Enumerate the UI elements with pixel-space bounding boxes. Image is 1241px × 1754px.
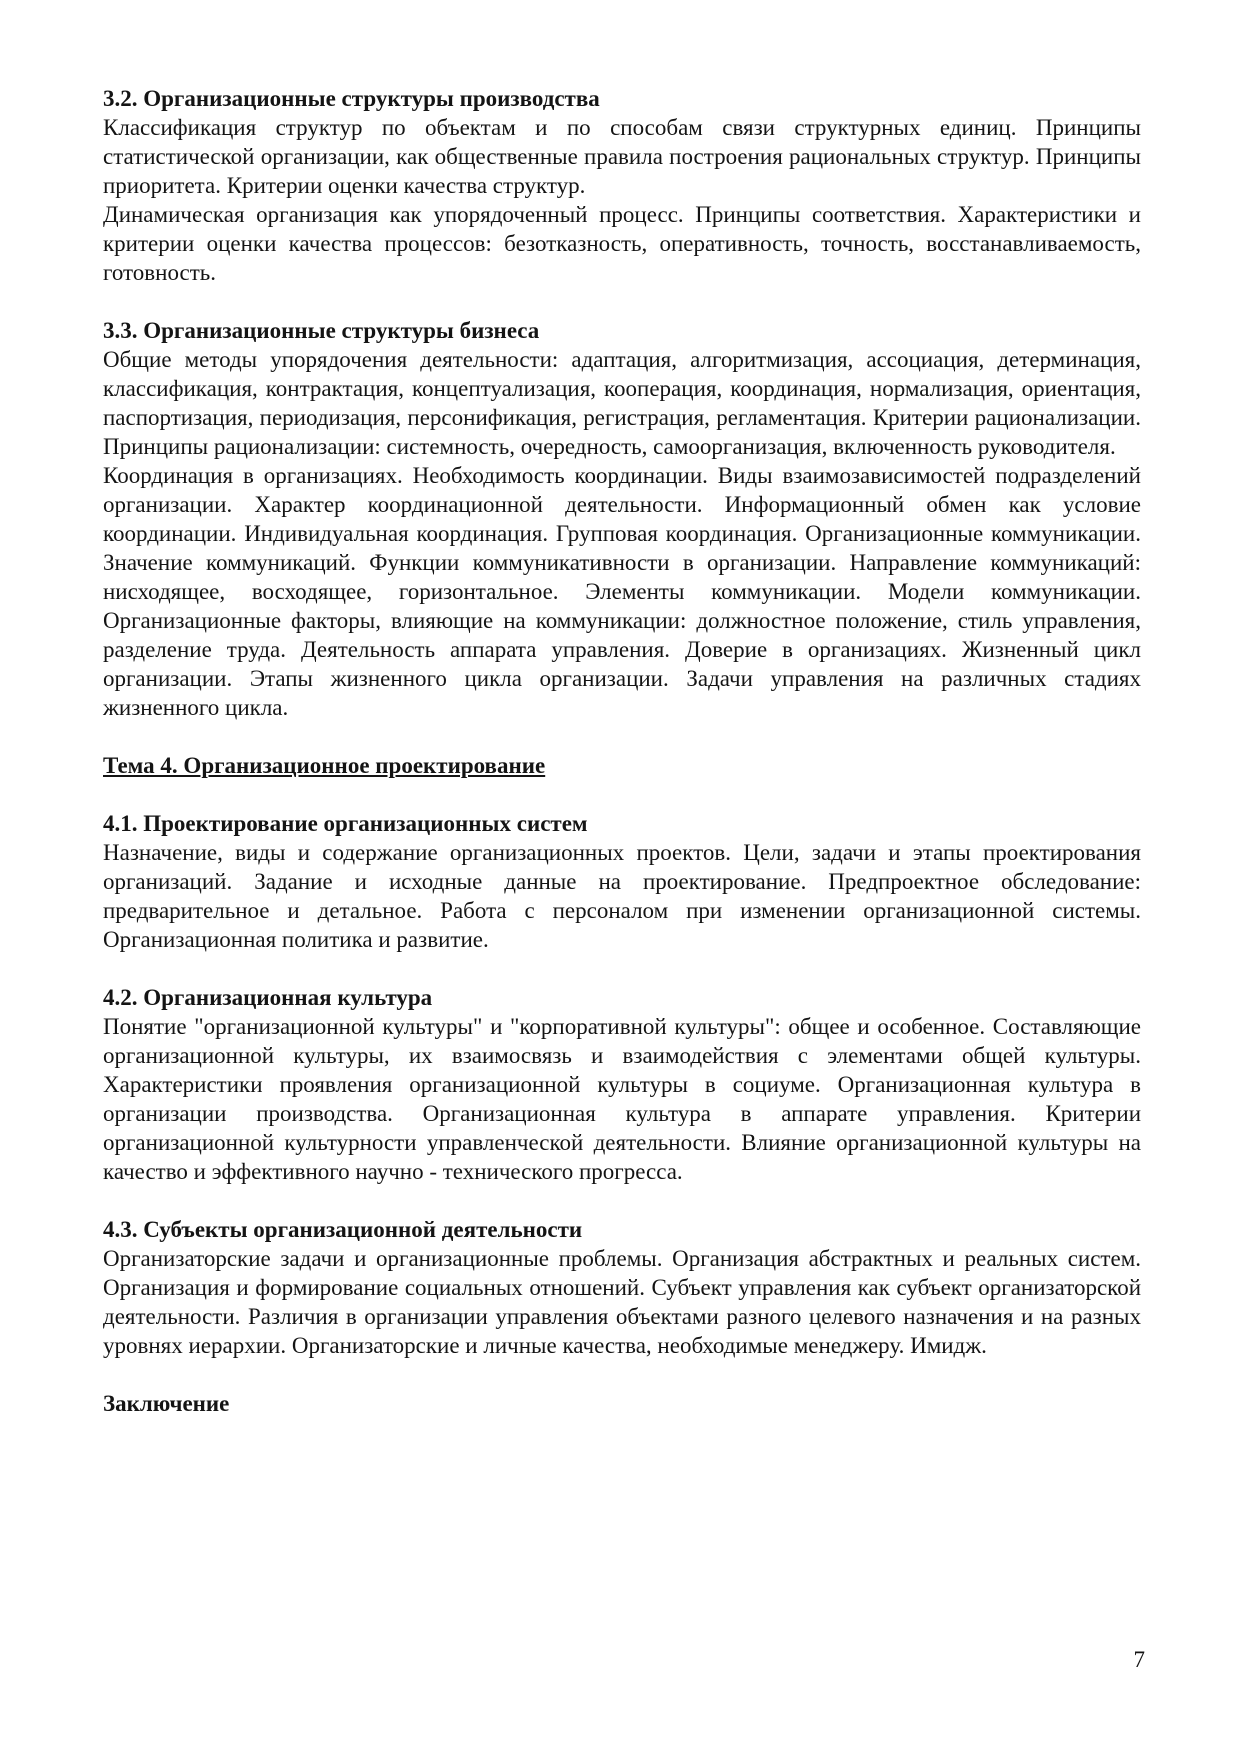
section-4-3: [103, 1215, 1141, 1360]
section-heading: 4.2. Организационная культура: [103, 985, 433, 1010]
section-4-2: [103, 983, 1141, 1186]
section-conclusion: [103, 1389, 1141, 1418]
section-heading: 4.1. Проектирование организационных систем: [103, 811, 588, 836]
page-number: 7: [1133, 1647, 1145, 1672]
paragraph: Классификация структур по объектам и по способам связи структурных единиц. Принципы статистической организации, как общественные правила построения рациональных структур. Принципы приоритета. Критерии оценки качества структур.: [103, 115, 1141, 198]
paragraph: Назначение, виды и содержание организационных проектов. Цели, задачи и этапы проектирования организаций. Задание и исходные данные на проектирование. Предпроектное обследование: предварительное и детальное. Работа с персоналом при изменении организационной системы. Организационная политика и развитие.: [103, 840, 1141, 952]
section-heading: 3.2. Организационные структуры производства: [103, 86, 600, 111]
section-heading: 3.3. Организационные структуры бизнеса: [103, 318, 540, 343]
paragraph: Общие методы упорядочения деятельности: адаптация, алгоритмизация, ассоциация, детерминация, классификация, контрактация, концептуализация, кооперация, координация, нормализация, ориентация, паспортизация, периодизация, персонификация, регистрация, регламентация. Критерии рационализации. Принципы рационализации: системность, очередность, самоорганизация, включенность руководителя.: [103, 347, 1141, 459]
section-3-3: [103, 316, 1141, 722]
conclusion-heading: Заключение: [103, 1391, 230, 1416]
paragraph: Понятие "организационной культуры" и "корпоративной культуры": общее и особенное. Составляющие организационной культуры, их взаимосвязь и взаимодействия с элементами общей культуры. Характеристики проявления организационной культуры в социуме. Организационная культура в организации производства. Организационная культура в аппарате управления. Критерии организационной культурности управленческой деятельности. Влияние организационной культуры на качество и эффективного научно - технического прогресса.: [103, 1014, 1141, 1184]
theme-heading: Тема 4. Организационное проектирование: [103, 753, 546, 778]
paragraph: Динамическая организация как упорядоченный процесс. Принципы соответствия. Характеристики и критерии оценки качества процессов: безотказность, оперативность, точность, восстанавливаемость, готовность.: [103, 202, 1141, 285]
section-3-2: [103, 84, 1141, 287]
section-heading: 4.3. Субъекты организационной деятельности: [103, 1217, 583, 1242]
theme-4: [103, 751, 1141, 780]
document-page: [103, 84, 1141, 1418]
paragraph: Организаторские задачи и организационные проблемы. Организация абстрактных и реальных систем. Организация и формирование социальных отношений. Субъект управления как субъект организаторской деятельности. Различия в организации управления объектами разного целевого назначения и на разных уровнях иерархии. Организаторские и личные качества, необходимые менеджеру. Имидж.: [103, 1246, 1141, 1358]
section-4-1: [103, 809, 1141, 954]
paragraph: Координация в организациях. Необходимость координации. Виды взаимозависимостей подразделений организации. Характер координационной деятельности. Информационный обмен как условие координации. Индивидуальная координация. Групповая координация. Организационные коммуникации. Значение коммуникаций. Функции коммуникативности в организации. Направление коммуникаций: нисходящее, восходящее, горизонтальное. Элементы коммуникации. Модели коммуникации. Организационные факторы, влияющие на коммуникации: должностное положение, стиль управления, разделение труда. Деятельность аппарата управления. Доверие в организациях. Жизненный цикл организации. Этапы жизненного цикла организации. Задачи управления на различных стадиях жизненного цикла.: [103, 463, 1141, 720]
